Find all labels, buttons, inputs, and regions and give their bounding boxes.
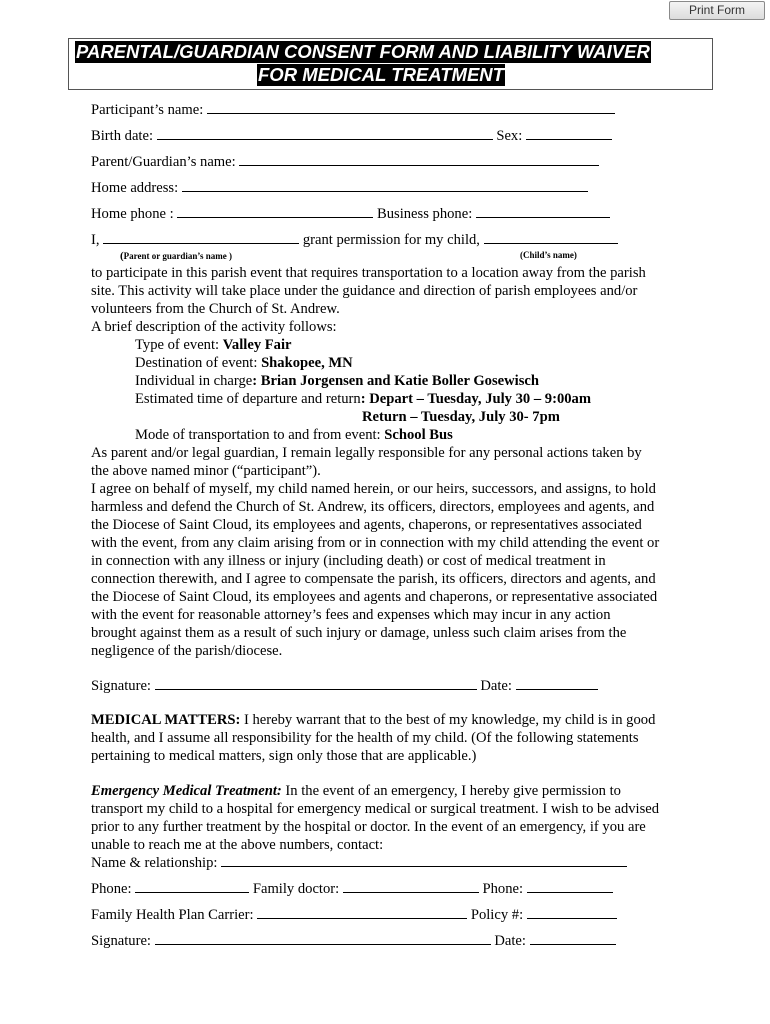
guardian-name-field[interactable] — [103, 230, 299, 244]
sex-field[interactable] — [526, 126, 612, 140]
phone-row — [91, 204, 610, 223]
body-line: site. This activity will take place under the guidance and direction of parish employees and/or — [91, 283, 638, 299]
event-destination — [135, 354, 353, 372]
caption-text: Parent or guardian’s name ) — [123, 251, 233, 261]
body-line: pertaining to medical matters, sign only those that are applicable.) — [91, 748, 477, 764]
sex-label: Sex: — [496, 128, 523, 144]
home-phone-label: Home phone : — [91, 206, 174, 222]
body-line: I agree on behalf of myself, my child named herein, or our heirs, successors, and assigns, to hold — [91, 481, 656, 497]
body-line: volunteers from the Church of St. Andrew. — [91, 301, 340, 317]
doctor-phone-field[interactable] — [527, 879, 613, 893]
transport-label: Mode of transportation to and from event: — [135, 427, 381, 443]
signature2-row — [91, 931, 616, 950]
doctor-row — [91, 879, 613, 898]
body-line: transport my child to a hospital for emergency medical or surgical treatment. I wish to be advised — [91, 801, 660, 817]
individual-value: : Brian Jorgensen and Katie Boller Gosewisch — [252, 373, 540, 389]
destination-label: Destination of event: — [135, 355, 258, 371]
phone-label: Phone: — [91, 881, 132, 897]
signature-label: Signature: — [91, 678, 151, 694]
event-type — [135, 336, 292, 354]
body-line: A brief description of the activity follows: — [91, 319, 337, 335]
emergency-text: In the event of an emergency, I hereby give permission to — [281, 783, 621, 799]
emergency-heading: Emergency Medical Treatment: — [91, 783, 282, 799]
health-plan-label: Family Health Plan Carrier: — [91, 907, 254, 923]
parent-name-label: Parent/Guardian’s name: — [91, 154, 236, 170]
guardian-name-caption — [120, 250, 232, 262]
event-return: Return – Tuesday, July 30- 7pm — [362, 409, 560, 425]
print-form-button[interactable]: Print Form — [669, 1, 765, 20]
body-line: health, and I assume all responsibility for the health of my child. (Of the following statements — [91, 730, 639, 746]
doctor-phone-label: Phone: — [482, 881, 524, 897]
body-line: in connection with any illness or injury (including death) or cost of medical treatment in — [91, 553, 606, 569]
family-doctor-field[interactable] — [343, 879, 479, 893]
body-line: prior to any further treatment by the hospital or doctor. In the event of an emergency, if you are — [91, 819, 646, 835]
birth-date-label: Birth date: — [91, 128, 154, 144]
family-doctor-label: Family doctor: — [252, 881, 340, 897]
parent-name-field[interactable] — [239, 152, 599, 166]
child-name-caption: (Child’s name) — [520, 250, 577, 260]
participant-row — [91, 100, 615, 119]
body-line: negligence of the parish/diocese. — [91, 643, 283, 659]
body-line: harmless and defend the Church of St. Andrew, its officers, directors, employees and agents, and — [91, 499, 655, 515]
permission-row — [91, 230, 618, 249]
form-title-line-1: PARENTAL/GUARDIAN CONSENT FORM AND LIABILITY WAIVER — [76, 41, 650, 62]
health-plan-field[interactable] — [257, 905, 467, 919]
health-plan-row — [91, 905, 617, 924]
body-line: brought against them as a result of such injury or damage, unless such claim arises from the — [91, 625, 627, 641]
birth-date-field[interactable] — [157, 126, 493, 140]
home-address-label: Home address: — [91, 180, 179, 196]
body-line: the above named minor (“participant”). — [91, 463, 321, 479]
business-phone-field[interactable] — [476, 204, 610, 218]
name-relationship-label: Name & relationship: — [91, 855, 218, 871]
signature-field[interactable] — [155, 676, 477, 690]
name-relationship-field[interactable] — [221, 853, 627, 867]
name-relationship-row — [91, 853, 627, 872]
date-field[interactable] — [516, 676, 598, 690]
event-type-value: Valley Fair — [222, 337, 292, 353]
body-line: As parent and/or legal guardian, I remain legally responsible for any personal actions taken by — [91, 445, 642, 461]
phone-field[interactable] — [135, 879, 249, 893]
home-phone-field[interactable] — [177, 204, 373, 218]
date2-field[interactable] — [530, 931, 616, 945]
participant-name-field[interactable] — [207, 100, 615, 114]
child-name-field[interactable] — [484, 230, 618, 244]
business-phone-label: Business phone: — [377, 206, 473, 222]
departure-value: : Depart – Tuesday, July 30 – 9:00am — [360, 391, 591, 407]
emergency-line — [91, 782, 621, 800]
body-line: with the event, from any claim arising from or in connection with my child attending the event or — [91, 535, 660, 551]
signature2-label: Signature: — [91, 933, 151, 949]
individual-label: Individual in charge — [135, 373, 253, 389]
transport-value: School Bus — [384, 427, 453, 443]
body-line: the Diocese of Saint Cloud, its employees and agents and chaperons, or representative associated — [91, 589, 658, 605]
body-line: connection therewith, and I agree to compensate the parish, its officers, directors and agents, and — [91, 571, 656, 587]
parent-row — [91, 152, 599, 171]
caption-paren: ( — [120, 250, 124, 262]
date-label: Date: — [480, 678, 512, 694]
event-transport — [135, 426, 453, 444]
policy-field[interactable] — [527, 905, 617, 919]
medical-heading: MEDICAL MATTERS: — [91, 712, 241, 728]
body-line: the Diocese of Saint Cloud, its employees and agents, chaperons, or representatives associated — [91, 517, 642, 533]
departure-label: Estimated time of departure and return — [135, 391, 361, 407]
medical-matters-line — [91, 711, 655, 729]
participant-name-label: Participant’s name: — [91, 102, 204, 118]
home-address-field[interactable] — [182, 178, 588, 192]
body-line: to participate in this parish event that requires transportation to a location away from the parish — [91, 265, 646, 281]
policy-label: Policy #: — [470, 907, 524, 923]
signature2-field[interactable] — [155, 931, 491, 945]
grant-permission-text: grant permission for my child, — [302, 232, 480, 248]
body-line: with the event for reasonable attorney’s fees and expenses which may incur in any action — [91, 607, 611, 623]
medical-text: I hereby warrant that to the best of my knowledge, my child is in good — [240, 712, 656, 728]
event-departure — [135, 390, 591, 408]
body-line: unable to reach me at the above numbers, contact: — [91, 837, 384, 853]
date2-label: Date: — [494, 933, 526, 949]
event-type-label: Type of event: — [135, 337, 220, 353]
signature-row — [91, 676, 598, 695]
event-individual — [135, 372, 539, 390]
destination-value: Shakopee, MN — [261, 355, 353, 371]
i-label: I, — [91, 232, 100, 248]
form-title-line-2: FOR MEDICAL TREATMENT — [258, 64, 504, 85]
birth-row — [91, 126, 612, 145]
address-row — [91, 178, 588, 197]
